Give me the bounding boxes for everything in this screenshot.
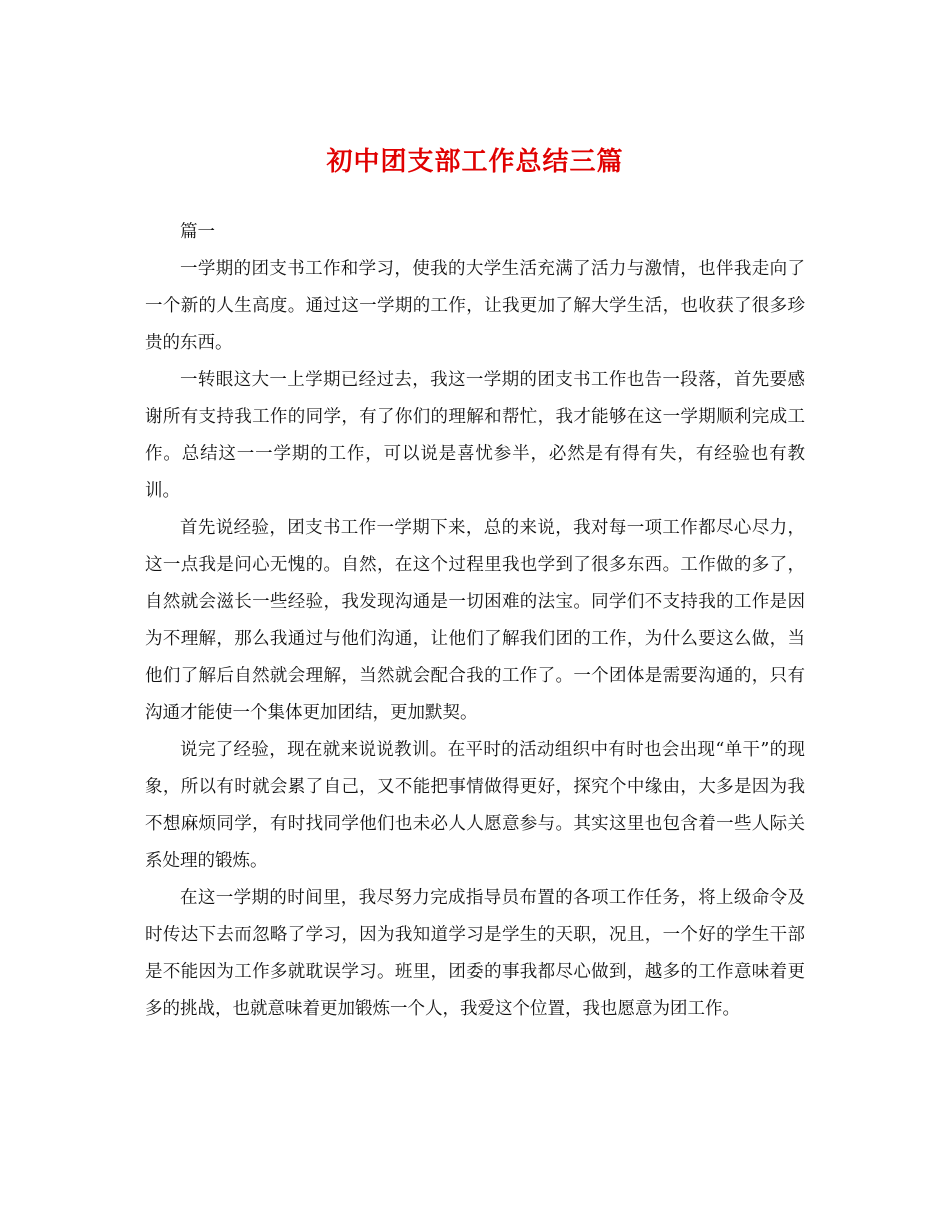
paragraph: 一转眼这大一上学期已经过去，我这一学期的团支书工作也告一段落，首先要感谢所有支持我工作的同学，有了你们的理解和帮忙，我才能够在这一学期顺利完成工作。总结这一一学期的工作，可以说是喜忧参半，必然是有得有失，有经验也有教训。 [145, 370, 805, 501]
paragraph: 在这一学期的时间里，我尽努力完成指导员布置的各项工作任务，将上级命令及时传达下去而忽略了学习，因为我知道学习是学生的天职，况且，一个好的学生干部是不能因为工作多就耽误学习。班里，团委的事我都尽心做到，越多的工作意味着更多的挑战，也就意味着更加锻炼一个人，我爱这个位置，我也愿意为团工作。 [145, 888, 805, 1019]
paragraph: 说完了经验，现在就来说说教训。在平时的活动组织中有时也会出现“单干”的现象，所以有时就会累了自己，又不能把事情做得更好，探究个中缘由，大多是因为我不想麻烦同学，有时找同学他们也未必人人愿意参与。其实这里也包含着一些人际关系处理的锻炼。 [145, 740, 805, 871]
section-label: 篇一 [180, 222, 215, 242]
document-title: 初中团支部工作总结三篇 [326, 147, 624, 177]
document-body [145, 214, 805, 1028]
paragraph: 首先说经验，团支书工作一学期下来，总的来说，我对每一项工作都尽心尽力，这一点我是问心无愧的。自然，在这个过程里我也学到了很多东西。工作做的多了，自然就会滋长一些经验，我发现沟通是一切困难的法宝。同学们不支持我的工作是因为不理解，那么我通过与他们沟通，让他们了解我们团的工作，为什么要这么做，当他们了解后自然就会理解，当然就会配合我的工作了。一个团体是需要沟通的，只有沟通才能使一个集体更加团结，更加默契。 [145, 518, 805, 723]
paragraph: 一学期的团支书工作和学习，使我的大学生活充满了活力与激情，也伴我走向了一个新的人生高度。通过这一学期的工作，让我更加了解大学生活，也收获了很多珍贵的东西。 [145, 259, 805, 353]
